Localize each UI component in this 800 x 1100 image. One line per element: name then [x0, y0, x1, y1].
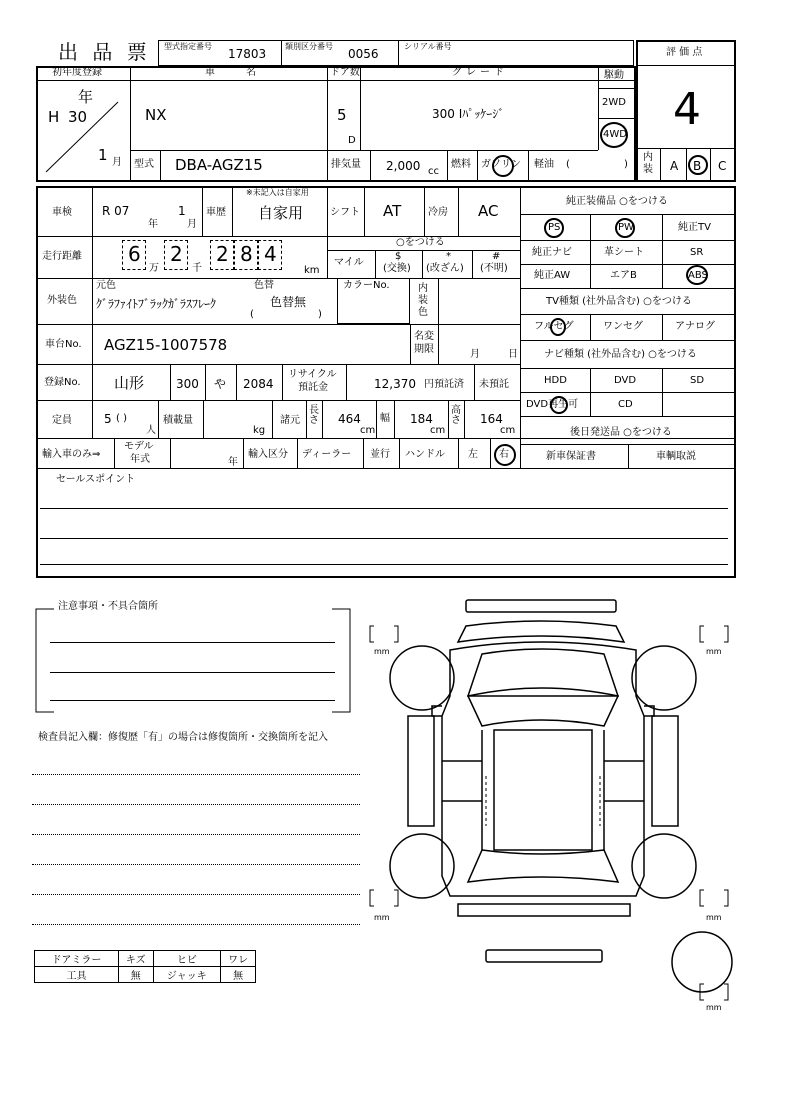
class-no-value: 0056	[348, 47, 379, 61]
reg-number: 2084	[243, 377, 274, 391]
mileage-digit-2: 2	[170, 242, 183, 266]
mileage-tamper-sym: *	[446, 251, 451, 262]
equip-aw: 純正AW	[534, 270, 571, 281]
later-title: 後日発送品 ○をつける	[570, 427, 672, 438]
length-value: 464	[338, 412, 361, 426]
equip-ps-circle	[544, 218, 564, 238]
drive-2wd: 2WD	[602, 97, 626, 108]
navi-cd: CD	[618, 399, 633, 410]
name-change-month: 月	[470, 349, 480, 360]
reg-label: 登録No.	[44, 377, 81, 388]
height-label: 高さ	[451, 405, 461, 426]
model-label: 型式	[134, 159, 154, 170]
shift-label: シフト	[330, 207, 360, 218]
model-year-label-1: モデル	[124, 441, 154, 452]
reg-region: 山形	[114, 374, 145, 392]
import-parallel: 並行	[370, 449, 390, 460]
equipment-title: 純正装備品 ○をつける	[566, 196, 668, 207]
tools-header-crack: ヒビ	[153, 951, 221, 967]
handle-left: 左	[468, 449, 478, 460]
load-unit: kg	[253, 425, 266, 436]
interior-color-label-2: 装	[418, 295, 428, 306]
mileage-digit-4: 8	[240, 242, 253, 266]
interior-color-label-1: 内	[418, 283, 428, 294]
mileage-digit-5: 4	[264, 242, 277, 266]
capacity-paren: ( )	[116, 413, 127, 424]
mileage-label: 走行距離	[42, 251, 82, 262]
length-unit: cm	[360, 425, 376, 436]
tv-fullseg: フルセグ	[534, 321, 574, 332]
equip-ps: PS	[548, 222, 561, 233]
reg-class: 300	[176, 377, 199, 391]
width-unit: cm	[430, 425, 446, 436]
mileage-mark-note: ○をつける	[396, 237, 445, 248]
navi-dvd-play: DVD再生可	[526, 399, 579, 410]
chassis-value: AGZ15-1007578	[104, 336, 228, 354]
displacement-unit: cc	[428, 166, 439, 177]
tread-unit-fr: mm	[706, 647, 722, 656]
capacity-unit: 人	[146, 425, 156, 436]
recycle-label-2: 預託金	[298, 382, 328, 393]
drive-label: 駆動	[604, 70, 624, 81]
name-change-day: 日	[508, 349, 518, 360]
interior-grade-label-b: 装	[643, 164, 653, 175]
fuel-label: 燃料	[451, 159, 471, 170]
car-name-label: 車 名	[205, 67, 271, 78]
name-change-label-1: 名変	[414, 331, 434, 342]
first-reg-label: 初年度登録	[52, 67, 102, 78]
interior-grade-c: C	[718, 159, 727, 173]
tv-oneseg: ワンセグ	[603, 321, 643, 332]
tread-unit-spare: mm	[706, 1003, 722, 1012]
model-year-unit: 年	[228, 457, 238, 468]
inspection-era: R 07	[102, 204, 130, 218]
equip-leather: 革シート	[604, 247, 644, 258]
import-type-label: 輸入区分	[248, 449, 288, 460]
mileage-exchange: (交換)	[383, 263, 411, 274]
equip-sr: SR	[690, 247, 704, 258]
recycle-value: 12,370	[374, 377, 416, 391]
import-dealer: ディーラー	[302, 449, 352, 460]
fuel-paren-open: (	[566, 159, 570, 170]
score-value: 4	[673, 84, 701, 135]
height-value: 164	[480, 412, 503, 426]
handle-label: ハンドル	[405, 449, 445, 460]
first-reg-era: H	[48, 108, 60, 126]
mileage-exchange-sym: $	[395, 251, 402, 262]
repaint-paren-open: (	[250, 309, 254, 320]
drive-4wd: 4WD	[603, 129, 627, 140]
name-change-label-2: 期限	[414, 344, 434, 355]
tools-label: 工具	[35, 967, 119, 983]
import-label: 輸入車のみ⇒	[42, 449, 101, 460]
recycle-unit: 円預託済	[424, 379, 464, 390]
chassis-label: 車台No.	[45, 339, 82, 350]
tools-header-mirror: ドアミラー	[35, 951, 119, 967]
car-damage-diagram	[364, 596, 744, 1026]
load-label: 積載量	[163, 415, 193, 426]
reg-kana: や	[214, 377, 227, 391]
orig-color-label: 元色	[96, 280, 116, 291]
ac-label: 冷房	[428, 207, 448, 218]
interior-color-label-3: 色	[418, 307, 428, 318]
equip-abs: ABS	[688, 270, 708, 281]
model-value: DBA-AGZ15	[175, 156, 263, 174]
navi-hdd: HDD	[544, 375, 567, 386]
mileage-unknown: (不明)	[480, 263, 508, 274]
capacity-value: 5	[104, 412, 112, 426]
drive-4wd-circle	[600, 122, 628, 148]
fuel-paren-close: )	[624, 159, 628, 170]
tread-unit-rl: mm	[374, 913, 390, 922]
tools-table	[34, 950, 256, 983]
tools-header-break: ワレ	[221, 951, 256, 967]
interior-grade-label-a: 内	[643, 152, 653, 163]
equip-pw: PW	[618, 222, 634, 233]
width-label: 幅	[380, 413, 390, 424]
notes-label: 注意事項・不具合箇所	[58, 601, 158, 612]
later-manual: 車輌取説	[656, 451, 696, 462]
later-warranty: 新車保証書	[546, 451, 596, 462]
score-label: 評 価 点	[666, 47, 703, 58]
doors-sub: D	[348, 135, 356, 146]
displacement-value: 2,000	[386, 159, 421, 173]
serial-label: シリアル番号	[404, 42, 452, 51]
fuel-gasoline-circle	[492, 155, 514, 177]
fuel-diesel: 軽油	[534, 159, 554, 170]
interior-b-circle	[688, 155, 708, 175]
displacement-label: 排気量	[331, 159, 361, 170]
navi-title: ナビ種類 (社外品含む) ○をつける	[544, 349, 697, 360]
navi-sd: SD	[690, 375, 705, 386]
history-value: 自家用	[258, 204, 304, 222]
handle-right: 右	[499, 449, 509, 460]
jack-value: 無	[221, 967, 256, 983]
interior-grade-a: A	[670, 159, 679, 173]
first-reg-month: 1	[98, 146, 108, 164]
inspector-label: 検査員記入欄：修復歴「有」の場合は修復箇所・交換箇所を記入	[38, 732, 328, 743]
handle-right-circle	[494, 444, 516, 466]
first-reg-year: 30	[68, 108, 88, 126]
tv-title: TV種類 (社外品含む) ○をつける	[546, 296, 692, 307]
repaint-paren-close: )	[318, 309, 322, 320]
first-reg-month-unit: 月	[112, 157, 122, 168]
shift-value: AT	[383, 202, 402, 220]
capacity-label: 定員	[52, 415, 72, 426]
mileage-man: 万	[149, 263, 159, 274]
sales-points-label: セールスポイント	[56, 474, 136, 485]
grade-label: グレード	[452, 67, 508, 78]
mileage-digit-3: 2	[216, 242, 229, 266]
width-value: 184	[410, 412, 433, 426]
history-label: 車歴	[206, 207, 226, 218]
type-no-value: 17803	[228, 47, 267, 61]
equip-navi: 純正ナビ	[532, 247, 572, 258]
history-note: ※未記入は自家用	[246, 188, 309, 197]
mileage-unit: km	[304, 265, 320, 276]
height-unit: cm	[500, 425, 516, 436]
equip-abs-circle	[686, 265, 708, 285]
fuel-gasoline: ガソリン	[481, 159, 521, 170]
form-title: 出 品 票	[58, 40, 151, 64]
recycle-label-1: リサイクル	[288, 369, 337, 380]
tread-unit-rr: mm	[706, 913, 722, 922]
grade-value: 300 Iﾊﾟｯｹｰｼﾞ	[432, 107, 505, 121]
mileage-unknown-sym: #	[492, 251, 501, 262]
inspection-month: 1	[178, 204, 186, 218]
interior-grade-b: B	[693, 159, 702, 173]
equip-tv: 純正TV	[678, 222, 711, 233]
specs-label: 諸元	[280, 415, 300, 426]
inspection-month-unit: 月	[187, 219, 197, 230]
jack-label: ジャッキ	[153, 967, 221, 983]
equip-pw-circle	[615, 218, 635, 238]
model-year-label-2: 年式	[130, 454, 150, 465]
ac-value: AC	[478, 202, 499, 220]
inspection-label: 車検	[52, 207, 72, 218]
tv-analog: アナログ	[675, 321, 715, 332]
navi-dvd-play-circle	[550, 396, 568, 414]
inspection-year-unit: 年	[148, 219, 158, 230]
equip-airbag: エアB	[610, 270, 637, 281]
repaint-label: 色替	[254, 280, 274, 291]
car-name: NX	[145, 106, 167, 124]
navi-dvd: DVD	[614, 375, 637, 386]
exterior-color-label: 外装色	[47, 295, 77, 306]
color-no-label: カラーNo.	[343, 280, 390, 291]
mileage-tamper: (改ざん)	[426, 263, 464, 274]
doors-label: ドア数	[330, 67, 360, 78]
class-no-label: 類別区分番号	[285, 42, 333, 51]
tread-unit-fl: mm	[374, 647, 390, 656]
exterior-color-value: ｸﾞﾗﾌｧｲﾄﾌﾞﾗｯｸｶﾞﾗｽﾌﾚｰｸ	[96, 297, 217, 311]
first-reg-year-unit: 年	[78, 88, 94, 106]
mileage-digit-1: 6	[128, 242, 141, 266]
length-label: 長さ	[309, 405, 319, 426]
repaint-value: 色替無	[270, 295, 307, 309]
tools-value: 無	[119, 967, 153, 983]
doors-value: 5	[337, 106, 347, 124]
mileage-sen: 千	[192, 263, 202, 274]
tv-fullseg-circle	[550, 318, 566, 336]
mileage-mile: マイル	[334, 257, 364, 268]
tools-header-scratch: キズ	[119, 951, 153, 967]
recycle-not: 未預託	[479, 379, 509, 390]
type-no-label: 型式指定番号	[164, 42, 212, 51]
